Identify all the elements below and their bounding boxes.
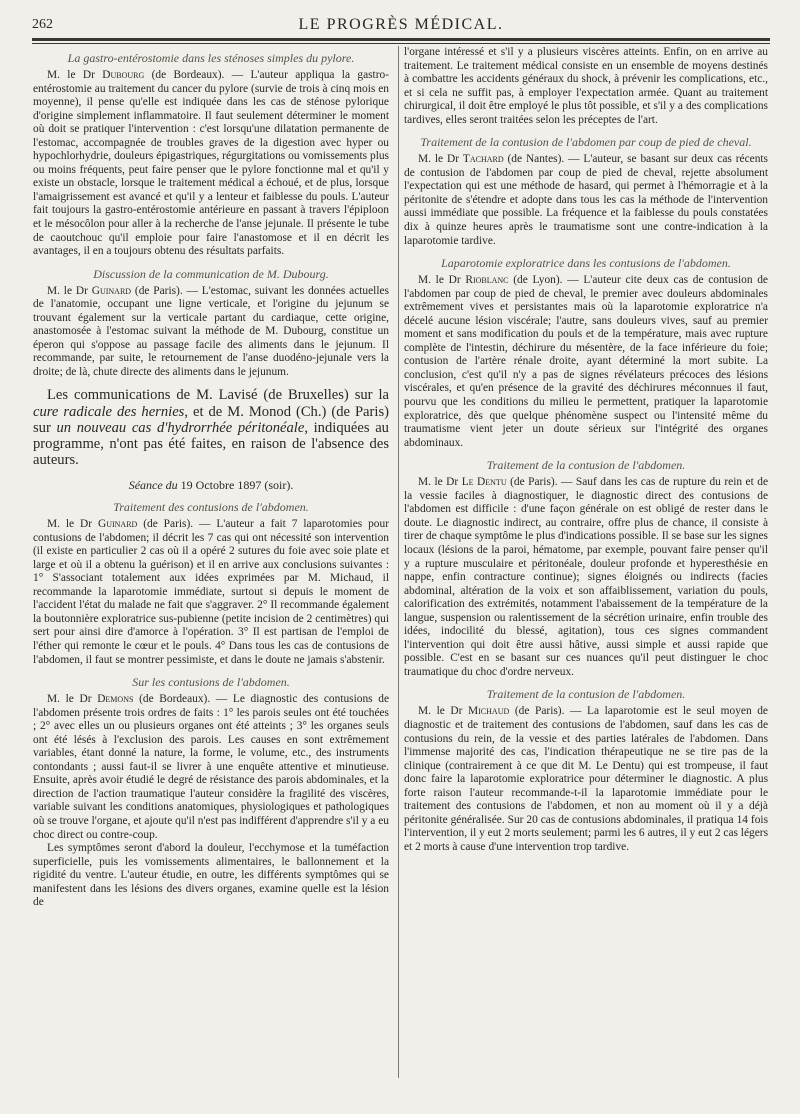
author-prefix: M. le Dr [418,274,466,287]
paragraph-text: (de Bordeaux). — L'auteur appliqua la gastro-entérostomie au traitement du cancer du pylore (survie de trois à cinq mois en moyenne), il pense qu'elle est indiquée dans les cas de sténose pylorique d'origine simplement inflammatoire. Il faut seulement déterminer le moment où doit se pratiquer l'intervention : c'est lorsqu'une dilatation permanente de l'estomac, accompagnée de troubles graves de la digestion avec hyper ou hypochlorhydrie, douleurs épigastriques, régurgitations ou vomissements plus ou moins fréquents, peut faire penser que le pylore fonctionne mal et qu'il y existe un obstacle, lorsque le traitement médical a échoué, et de plus, lorsque l'amaigrissement est avancé et qu'il y a lenteur et faiblesse du pouls. L'auteur fait toujours la gastro-entérostomie antérieure en passant à travers l'épiploon et le mésocôlon pour aller à la recherche de l'anse jejunale. Il présente le tube de caoutchouc qu'il emploie pour faire l'anastomose et il en décrit les avantages, il en a toujours obtenu des résultats parfaits. [33,69,389,258]
notice-text: Les communications de M. Lavisé (de Bruxelles) sur la [47,387,389,404]
section-heading: Traitement de la contusion de l'abdomen. [486,687,686,702]
section-heading: La gastro-entérostomie dans les sténoses simples du pylore. [67,51,355,65]
author-name: Le Dentu [461,476,507,489]
article-paragraph [33,69,389,259]
session-date: 19 Octobre 1897 (soir). [177,477,294,492]
author-prefix: M. le Dr [418,153,463,166]
section-heading: Discussion de la communication de M. Dubourg. [93,266,329,281]
notice-title: un nouveau cas d'hydrorrhée péritonéale [56,419,305,436]
author-name: Tachard [462,153,504,166]
paragraph-text: (de Paris). — L'auteur a fait 7 laparotomies pour contusions de l'abdomen; il décrit les 7 cas qui ont nécessité son intervention (il existe en particulier 2 cas où il a opéré 2 sutures du foie avec soie plate et large et où il a obtenu la guérison) et il en arrive aux conclusions suivantes : 1° S'associant totalement aux idées exprimées par M. Michaud, il recommande la laparotomie immédiate, surtout si depuis le moment de l'accident l'état du malade ne fait que s'aggraver. 2° Il recommande également la boutonnière exploratrice sus-pubienne (petite incision de 2 centimètres) qui sert pour ainsi dire d'amorce à l'opération. 3° Il est partisan de l'emploi de l'éther qui remonte le cœur et le pouls. 4° Dans tous les cas de contusions de l'abdomen, il faut se montrer pessimiste, et dans le doute ne jamais s'abstenir. [33,518,389,666]
column-divider [398,46,399,1078]
paragraph-text: (de Paris). — Sauf dans les cas de rupture du rein et de la vessie faciles à diagnostiquer, le diagnostic direct des contusions de l'abdomen est difficile : d'une façon générale on est obligé de rester dans le doute. Le diagnostic indirect, au contraire, offre plus de chance, il consiste à tirer de chaque symptôme le plus d'indications possible. Il se base sur les signes locaux (lésions de la paroi, hématome, par exemple, pouvant faire penser qu'il y a rupture musculaire et péritonéale, douleur profonde et hyperesthésie en nappe, enfin contracture continue); signes éloignés ou indirects (facies abdominal, altération de la voix et son affaiblissement, variation du pouls, calorification des extrémités, notamment l'abaissement de la température de la langue, suspension ou ralentissement de la sécrétion urinaire, enfin trouble des idées, indocilité du blessé, agitation), tous ces signes commandent l'intervention qui doit être aussi hâtive, aussi simple et aussi rapide que possible. C'est en se basant sur ces nuances qu'il peut distinguer le choc traumatique du choc d'ordre nerveux. [404,476,769,678]
article-paragraph [404,476,768,679]
notice-title: cure radicale des hernies [33,403,185,420]
article-paragraph [404,274,768,450]
header-rule-thin [32,43,770,44]
author-name: Rioblanc [465,274,509,287]
author-name: Dubourg [102,69,145,81]
header-rule-thick [32,38,770,41]
author-prefix: M. le Dr [47,693,98,706]
notice-text: , indiquées au programme, n'ont pas été faites, en raison de l'absence des auteurs. [33,419,389,469]
author-prefix: M. le Dr [418,705,469,718]
paragraph-text: (de Lyon). — L'auteur cite deux cas de contusion de l'abdomen par coup de pied de cheval, le premier avec douleurs abdominales extrêmement vives et persistantes mais où la laparotomie exploratrice n'a décelé aucune lésion viscérale; l'autre, sans douleurs vives, sauf au premier moment et sans modification du pouls et de la température, mais avec rupture complète de l'intestin, déchirure du mésentère, de la face inférieure du foie; contusion de l'artère rénale droite, ayant déterminé la mort subite. La conclusion, c'est qu'il n'y a pas de signes révélateurs précoces des lésions viscérales, et qu'en présence de la gravité des déchirures méconnues il faut, pourvu que les conditions du milieu le permettent, pratiquer la laparotomie exploratrice, dès que quelque phénomène suspect ou l'intensité même du traumatisme vient jeter un doute sérieux sur l'intégrité des organes abdominaux. [404,274,768,449]
author-name: Demons [97,693,134,706]
section-heading: Traitement des contusions de l'abdomen. [113,500,309,515]
notice-text: , et de M. Monod (Ch.) (de Paris) sur [33,403,389,436]
article-paragraph: Les symptômes seront d'abord la douleur, l'ecchymose et la tuméfaction superficielle, puis les vomissements alimentaires, le ballonnement et la rigidité du ventre. L'auteur étudie, en outre, les différents symptômes qui se manifestent dans les lésions des divers organes, examine quelle est la lésion de [33,842,389,909]
author-name: Michaud [468,705,510,718]
page-header [32,14,770,36]
article-paragraph [33,285,389,380]
section-heading: Laparotomie exploratrice dans les contusions de l'abdomen. [441,256,731,271]
paragraph-text: (de Nantes). — L'auteur, se basant sur deux cas récents de contusion de l'abdomen par coup de pied de cheval, rejette absolument l'expectation qui est une méthode de hasard, qui permet à l'hémorragie et à la péritonite de s'étendre et adopte dans tous les cas la méthode de l'intervention aussi immédiate que possible. La fréquence et la faiblesse du pouls constatées dix à quinze heures après le traumatisme sont une contre-indication à la laparotomie tardive. [404,153,768,247]
author-name: Guinard [97,518,138,531]
paragraph-text: (de Bordeaux). — Le diagnostic des contusions de l'abdomen présente trois ordres de faits : 1° les parois seules ont été touchées ; 2° avec elles un ou plusieurs organes ont été atteints ; 3° les organes seuls ont été lésés à l'exclusion des parois. Les causes en sont extrêmement variables, étant donné la nature, la forme, le volume, etc., des instruments contondants ; aussi faut-il se livrer à une enquête attentive et minutieuse. Ensuite, après avoir étudié le degré de résistance des parois abdominales, et la direction de l'action traumatique l'auteur considère la fragilité des viscères, variable suivant les conditions anatomiques, physiologiques et pathologiques où se trouve l'organe, et ajoute qu'il n'est pas indifférent d'apprendre s'il y a eu choc direct ou contre-coup. [33,693,390,841]
article-paragraph [404,153,768,248]
article-paragraph [33,693,389,842]
session-heading [33,479,389,493]
author-prefix: M. le Dr [418,476,462,489]
section-heading: Sur les contusions de l'abdomen. [132,675,290,690]
paragraph-text: (de Paris). — L'estomac, suivant les données actuelles de l'anatomie, occupant une ligne verticale, et l'origine du jejunum se trouvant également sur la verticale partant du cardiaque, cette origine, anastomosée à l'estomac suivant la méthode de M. Dubourg, constitue un éperon qui s'oppose au passage facile des aliments dans le jejunum. Il recommande, par suite, le retournement de l'anse duodéno-jejunale vers la droite; de là, chute directe des aliments dans le jejunum. [33,284,389,378]
session-label: Séance du [128,477,178,492]
notice-paragraph [33,387,389,468]
article-paragraph [404,705,768,854]
paragraph-text: (de Paris). — La laparotomie est le seul moyen de diagnostic et de traitement des contusions de l'abdomen, sauf dans les cas de contusions du rein, de la vessie et des parties latérales de l'abdomen. Dans l'immense majorité des cas, l'indication thérapeutique ne se tire pas de la clinique (contrairement à ce que dit M. Le Dentu) qui est trompeuse, il faut donc faire la laparotomie exploratrice pour déterminer le diagnostic. A plus forte raison l'auteur recommande-t-il la laparotomie immédiate pour le traitement des contusions de l'abdomen, et non au moment où il y a déjà péritonite généralisée. Sur 20 cas de contusions abdominales, il pratiqua 14 fois l'intervention, il y eut 2 morts seulement; parmi les 6 autres, il y eut 2 cas légers et 2 morts à cause d'une intervention trop tardive. [404,705,768,853]
left-column [33,46,389,910]
author-prefix: M. le Dr [47,69,103,81]
journal-title: LE PROGRÈS MÉDICAL. [298,16,504,33]
author-prefix: M. le Dr [47,284,92,297]
section-heading: Traitement de la contusion de l'abdomen par coup de pied de cheval. [420,135,752,150]
author-prefix: M. le Dr [47,518,98,531]
author-name: Guinard [91,284,132,297]
article-paragraph: l'organe intéressé et s'il y a plusieurs viscères atteints. Enfin, on en arrive au traitement. Le traitement médical consiste en un ensemble de moyens destinés à combattre les accidents généraux du shock, à prévenir les complications, etc., et si cela ne suffit pas, à employer l'expectation armée. Quant au traitement chirurgical, il doit être employé le plus tôt possible, et s'il y a des complications tardives, elles seront traitées selon les préceptes de l'art. [404,46,768,126]
right-column [404,46,768,854]
page-number: 262 [32,17,53,32]
article-paragraph [33,518,389,667]
section-heading: Traitement de la contusion de l'abdomen. [486,458,686,473]
